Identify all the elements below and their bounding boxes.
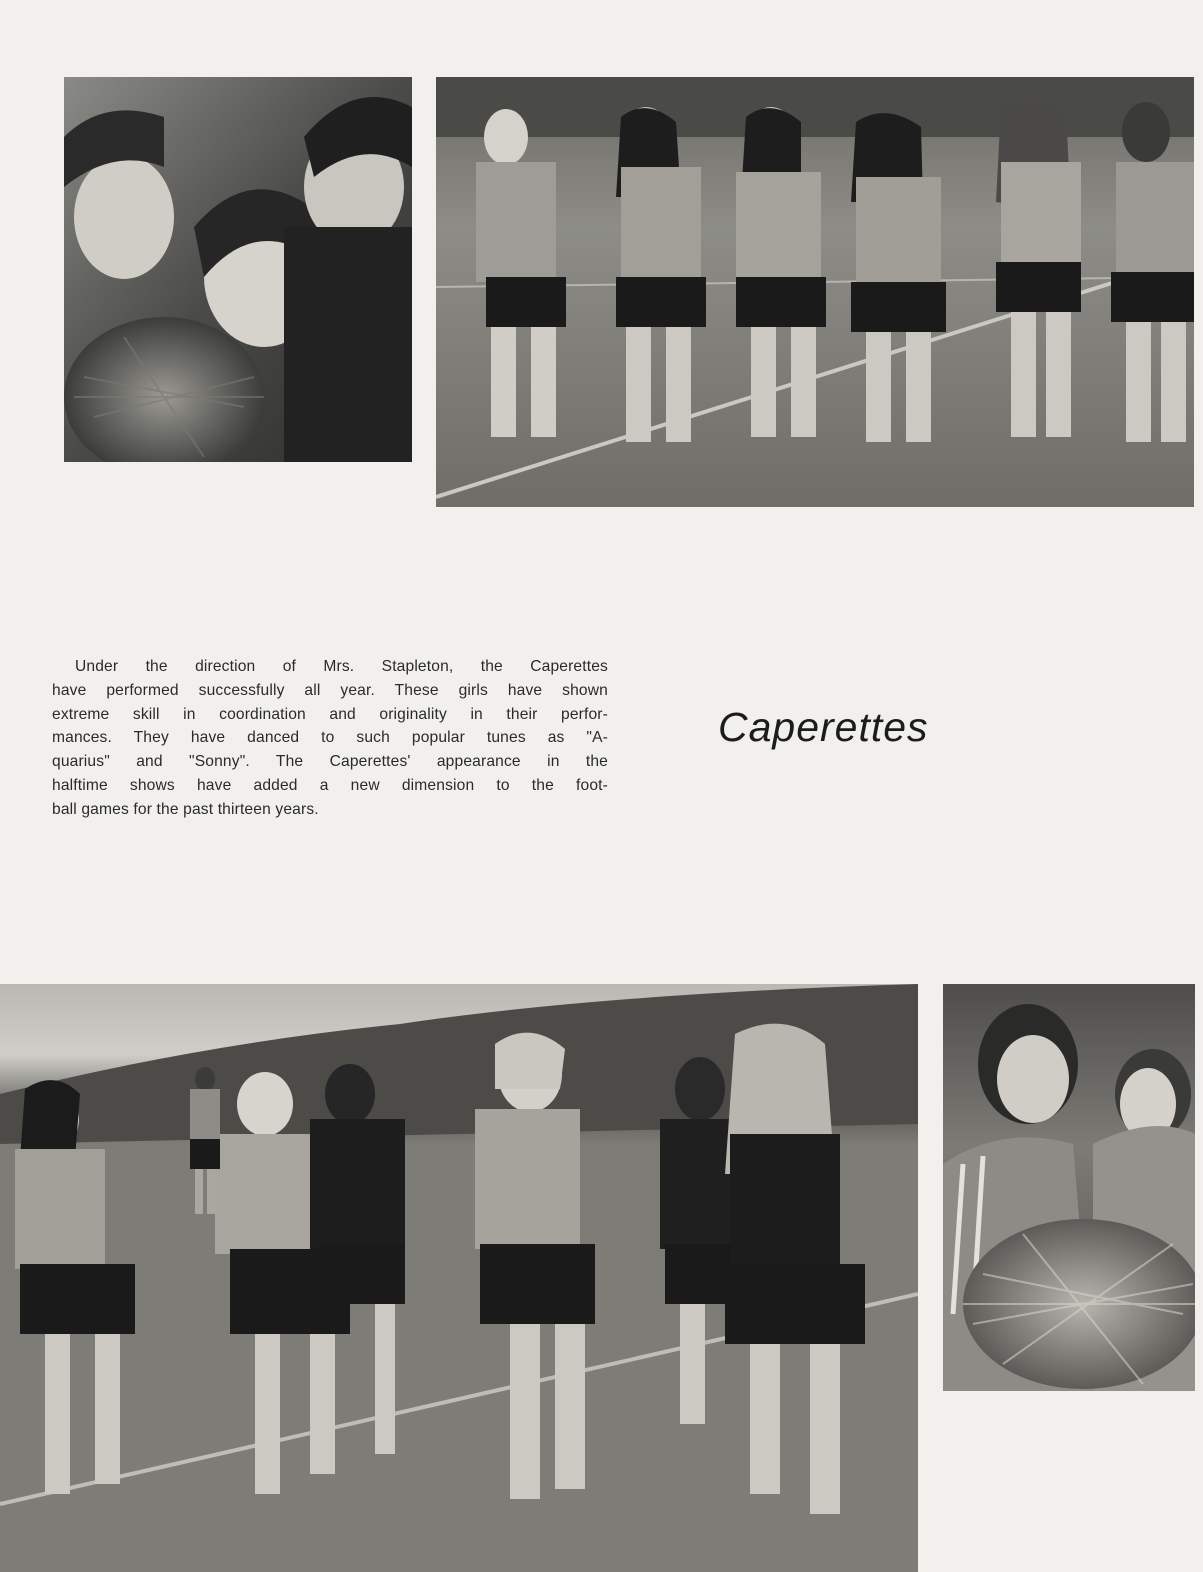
photo-caperettes-dancing	[0, 984, 918, 1572]
photo-laughing-caperettes-image	[943, 984, 1195, 1391]
photo-cheering-crowd	[64, 77, 412, 462]
caption-line: extreme skill in coordination and originality in their perfor-	[52, 705, 608, 723]
photo-laughing-caperettes	[943, 984, 1195, 1391]
page-title: Caperettes	[718, 704, 929, 750]
photo-caperettes-dancing-image	[0, 984, 918, 1572]
caption-line: mances. They have danced to such popular tunes as "A-	[52, 729, 608, 747]
caption-paragraph	[52, 655, 608, 822]
caption-line: ball games for the past thirteen years.	[52, 800, 319, 818]
caption-line: quarius" and "Sonny". The Caperettes' appearance in the	[52, 753, 608, 771]
caption-line: Under the direction of Mrs. Stapleton, the Caperettes	[75, 658, 608, 675]
photo-cheering-crowd-image	[64, 77, 412, 462]
photo-caperettes-lineup	[436, 77, 1194, 507]
caption-line: halftime shows have added a new dimension to the foot-	[52, 776, 608, 794]
caption-line: have performed successfully all year. These girls have shown	[52, 681, 608, 699]
photo-caperettes-lineup-image	[436, 77, 1194, 507]
